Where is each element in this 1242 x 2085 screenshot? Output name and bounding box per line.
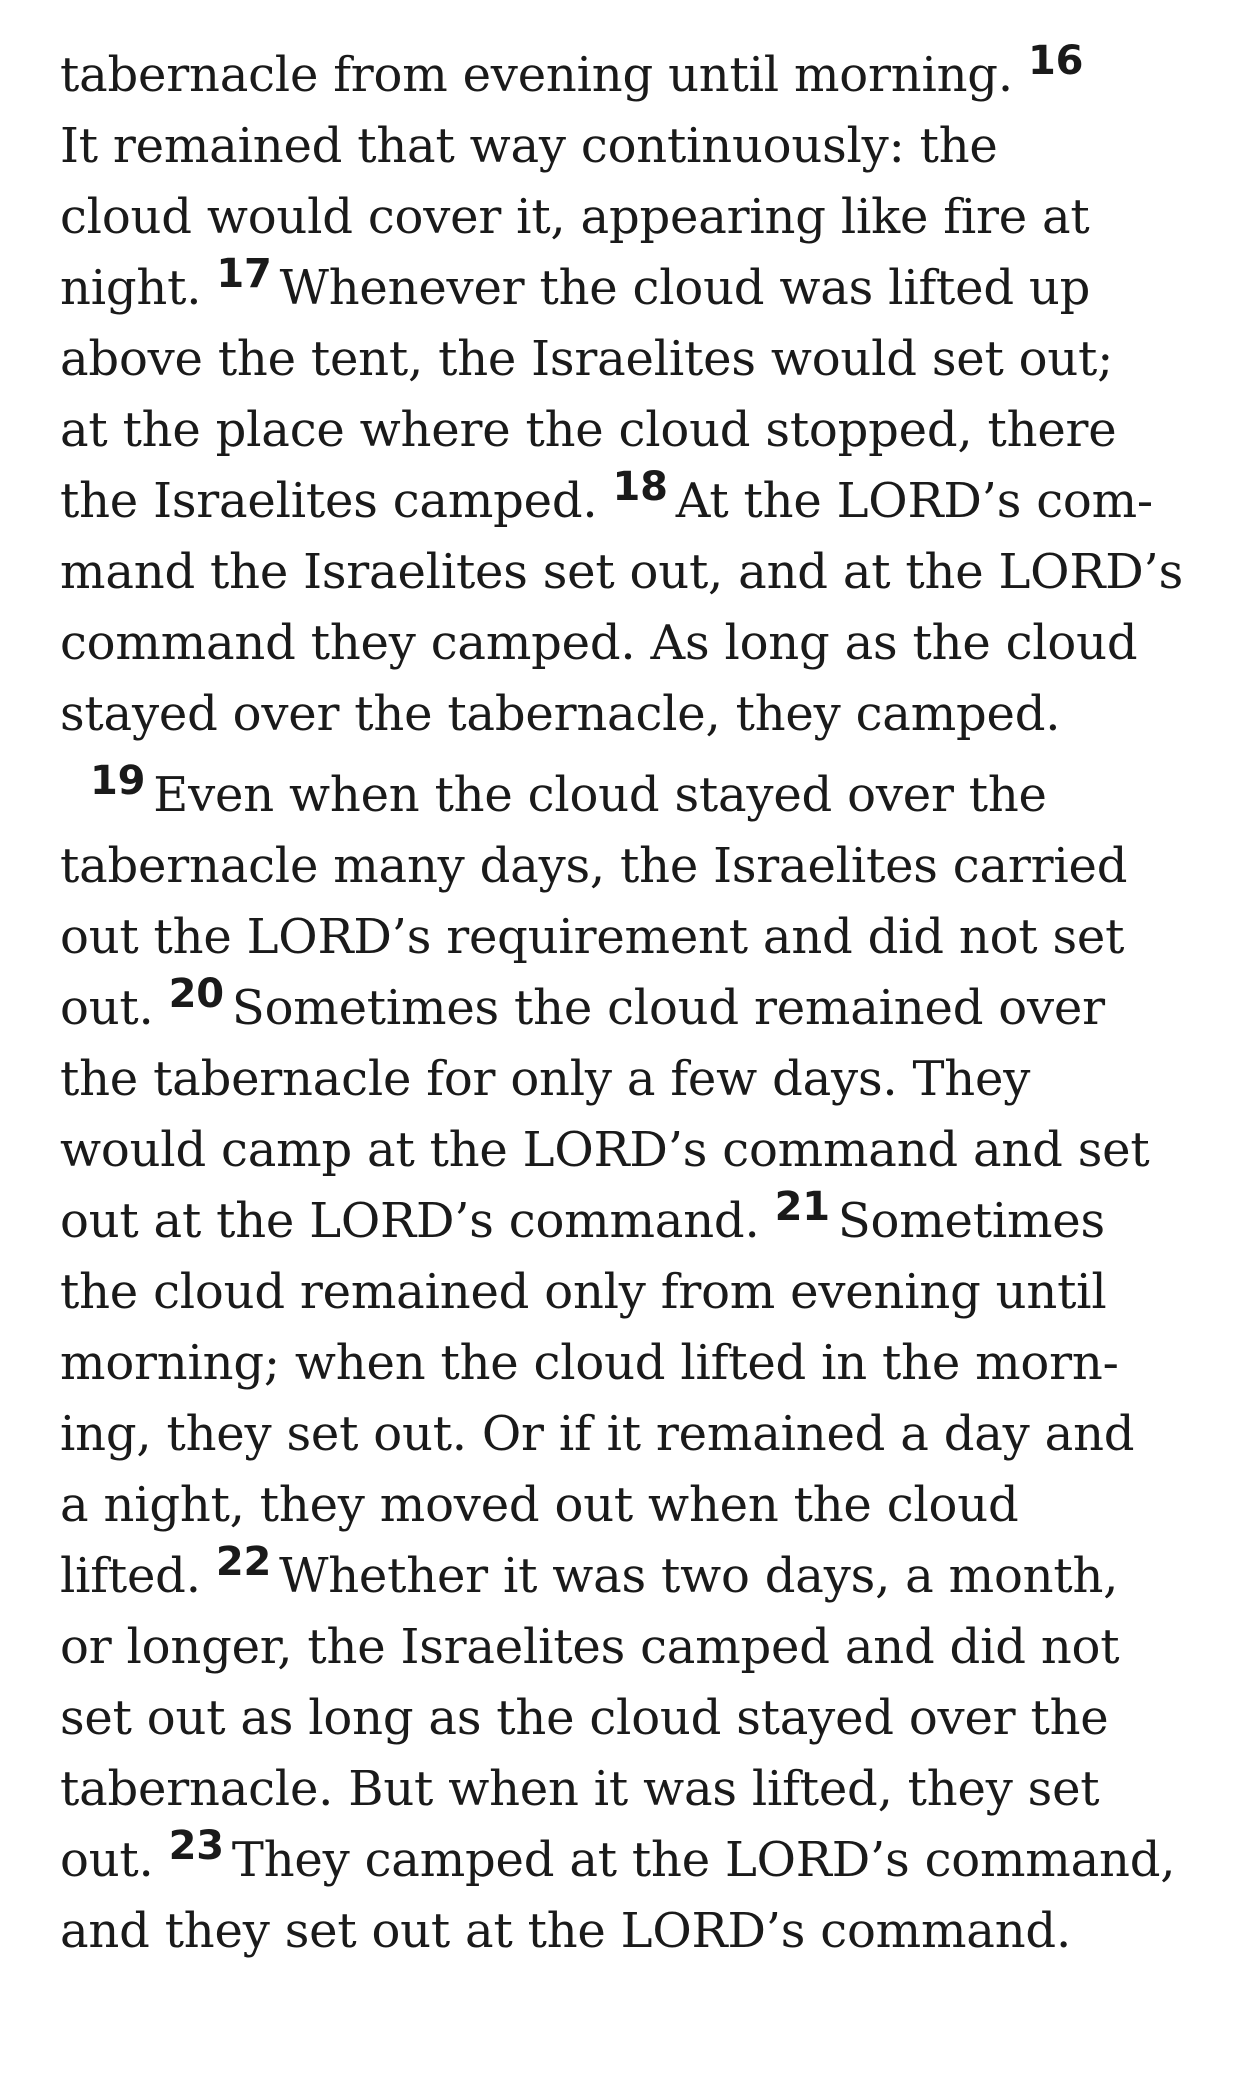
- text-line: [60, 679, 1200, 750]
- verse-text: out.: [60, 980, 169, 1036]
- verse-text: Whether it was two days, a month,: [279, 1548, 1119, 1604]
- verse-number: 18: [612, 464, 668, 510]
- text-line: [60, 40, 1200, 111]
- verse-number: 19: [90, 758, 146, 804]
- verse-text: would camp at the LORD’s command and set: [60, 1122, 1150, 1178]
- text-line: [60, 1896, 1200, 1967]
- verse-text: command they camped. As long as the cloud: [60, 615, 1138, 671]
- verse-text: the cloud remained only from evening until: [60, 1264, 1107, 1320]
- text-line: [60, 1683, 1200, 1754]
- verse-text: cloud would cover it, appearing like fire at: [60, 189, 1090, 245]
- verse-number: 23: [168, 1823, 224, 1869]
- verse-text: the tabernacle for only a few days. They: [60, 1051, 1031, 1107]
- text-line: [60, 1399, 1200, 1470]
- verse-text: Even when the cloud stayed over the: [153, 767, 1047, 823]
- text-line: [60, 1754, 1200, 1825]
- verse-number: 17: [216, 251, 272, 297]
- verse-number: 22: [215, 1539, 272, 1585]
- verse-text: stayed over the tabernacle, they camped.: [60, 686, 1061, 742]
- verse-number: 21: [774, 1184, 830, 1230]
- verse-number: 16: [1027, 38, 1084, 84]
- verse-number: 20: [168, 971, 224, 1017]
- text-line: [60, 324, 1200, 395]
- verse-text: ing, they set out. Or if it remained a day and: [60, 1406, 1135, 1462]
- scripture-passage: [60, 40, 1200, 1967]
- text-line: [60, 902, 1200, 973]
- verse-text: Sometimes the cloud remained over: [231, 980, 1105, 1036]
- verse-text: tabernacle. But when it was lifted, they set: [60, 1761, 1100, 1817]
- text-line: [60, 831, 1200, 902]
- verse-text: a night, they moved out when the cloud: [60, 1477, 1019, 1533]
- text-line: [60, 973, 1200, 1044]
- verse-text: at the place where the cloud stopped, there: [60, 402, 1117, 458]
- text-line: [60, 1541, 1200, 1612]
- verse-text: morning; when the cloud lifted in the morn-: [60, 1335, 1119, 1391]
- verse-text: night.: [60, 260, 217, 316]
- verse-text: out.: [60, 1832, 169, 1888]
- text-line: [60, 760, 1200, 831]
- verse-text: mand the Israelites set out, and at the LORD’s: [60, 544, 1184, 600]
- verse-text: Sometimes: [837, 1193, 1105, 1249]
- verse-text: and they set out at the LORD’s command.: [60, 1903, 1072, 1959]
- verse-text: tabernacle many days, the Israelites carried: [60, 838, 1128, 894]
- text-line: [60, 1044, 1200, 1115]
- verse-text: lifted.: [60, 1548, 216, 1604]
- text-line: [60, 1825, 1200, 1896]
- verse-text: set out as long as the cloud stayed over the: [60, 1690, 1109, 1746]
- text-line: [60, 1257, 1200, 1328]
- text-line: [60, 1186, 1200, 1257]
- verse-text: It remained that way continuously: the: [60, 118, 998, 174]
- text-line: [60, 111, 1200, 182]
- text-line: [60, 537, 1200, 608]
- verse-text: tabernacle from evening until morning.: [60, 47, 1028, 103]
- text-line: [60, 466, 1200, 537]
- verse-text: They camped at the LORD’s command,: [231, 1832, 1176, 1888]
- text-line: [60, 1328, 1200, 1399]
- verse-text: or longer, the Israelites camped and did not: [60, 1619, 1120, 1675]
- verse-text: Whenever the cloud was lifted up: [279, 260, 1091, 316]
- text-line: [60, 1115, 1200, 1186]
- text-line: [60, 1612, 1200, 1683]
- text-line: [60, 608, 1200, 679]
- text-line: [60, 253, 1200, 324]
- verse-text: the Israelites camped.: [60, 473, 613, 529]
- text-line: [60, 1470, 1200, 1541]
- text-line: [60, 182, 1200, 253]
- verse-text: At the LORD’s com-: [675, 473, 1153, 529]
- verse-text: out the LORD’s requirement and did not set: [60, 909, 1125, 965]
- verse-text: out at the LORD’s command.: [60, 1193, 775, 1249]
- text-line: [60, 395, 1200, 466]
- verse-text: above the tent, the Israelites would set out;: [60, 331, 1114, 387]
